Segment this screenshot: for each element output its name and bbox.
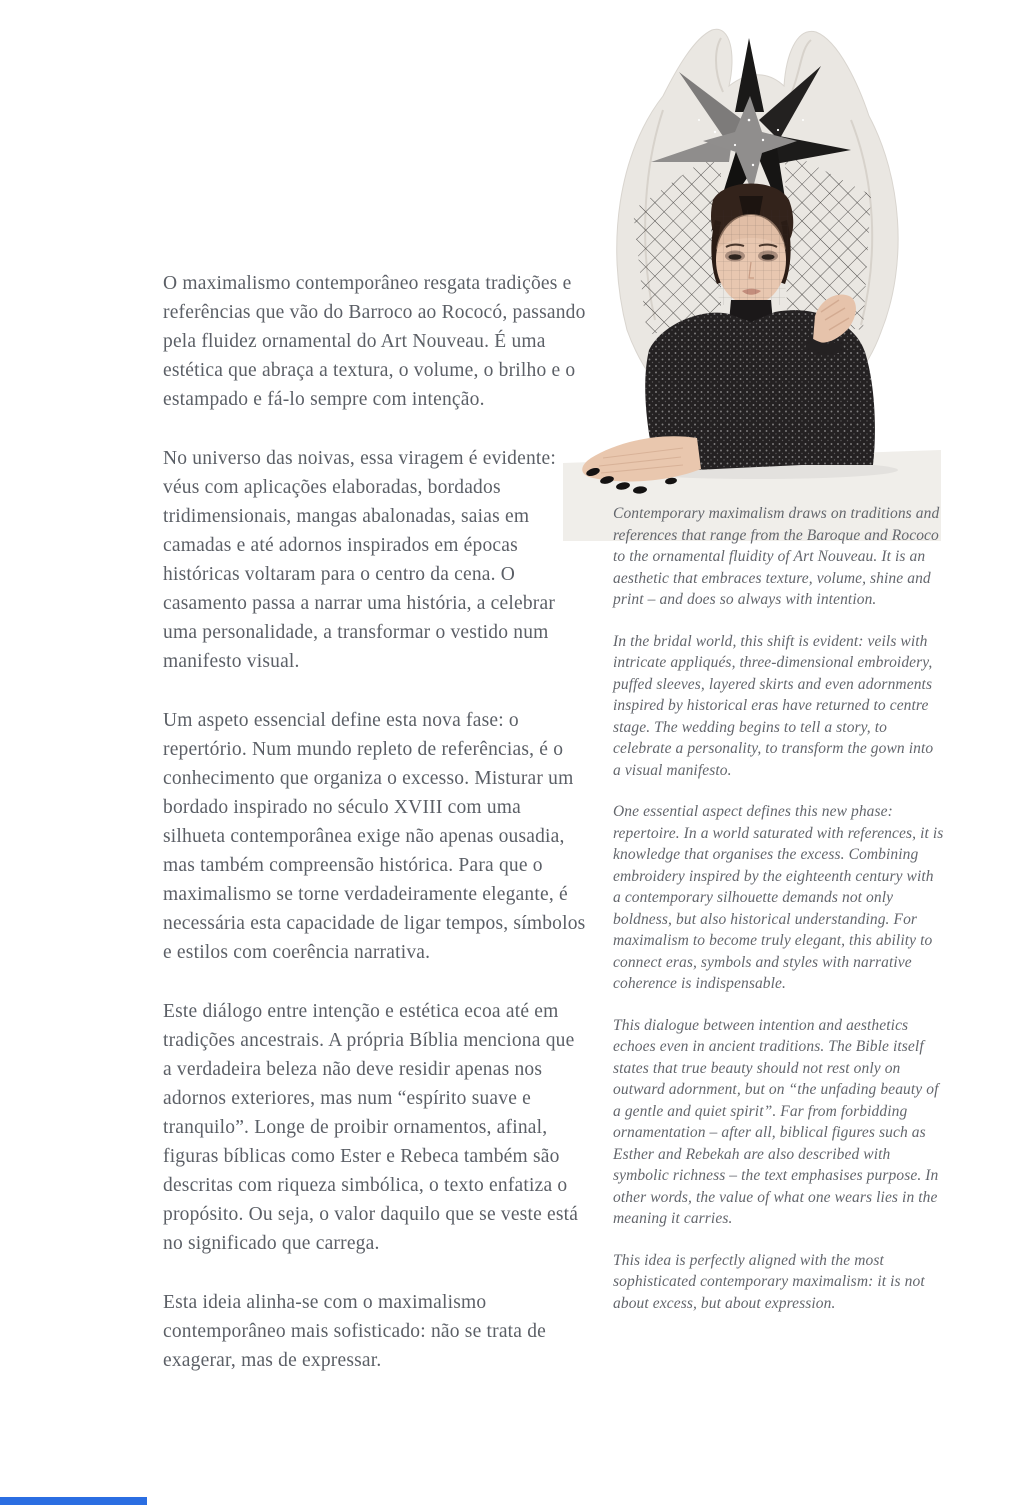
paragraph: Esta ideia alinha-se com o maximalismo contemporâneo mais sofisticado: não se trata de exagerar, mas de expressar. bbox=[163, 1292, 547, 1371]
paragraph: Contemporary maximalism draws on traditions and references that range from the Baroque and Rococo to the ornamental fluidity of Art Nouveau. It is an aesthetic that embraces texture, volume, shine and print – and does so always with intention. bbox=[613, 505, 940, 608]
paragraph: No universo das noivas, essa viragem é evidente: véus com aplicações elaboradas, bordados tridimensionais, mangas abalonadas, saias em camadas e até adornos inspirados em épocas históricas voltaram para o centro da cena. O casamento passa a narrar uma história, a celebrar uma personalidade, a transformar o vestido num manifesto visual. bbox=[163, 448, 556, 672]
paragraph: This idea is perfectly aligned with the most sophisticated contemporary maximalism: it is not about excess, but about expression. bbox=[613, 1251, 925, 1312]
fashion-photo bbox=[563, 0, 941, 541]
paragraph: This dialogue between intention and aesthetics echoes even in ancient traditions. The Bible itself states that true beauty should not rest only on outward adornment, but on “the unfading beauty of a gentle and quiet spirit”. Far from forbidding ornamentation – after all, biblical figures such as Esther and Rebekah are also described with symbolic richness – the text emphasises purpose. In other words, the value of what one wears lies in the meaning it carries. bbox=[613, 1016, 939, 1227]
veil-over-face bbox=[715, 210, 789, 305]
paragraph: O maximalismo contemporâneo resgata tradições e referências que vão do Barroco ao Rococó, passando pela fluidez ornamental do Art Nouveau. É uma estética que abraça a textura, o volume, o brilho e o estampado e fá-lo sempre com intenção. bbox=[163, 273, 586, 410]
bottom-left-progress-bar bbox=[0, 1497, 147, 1505]
paragraph: Este diálogo entre intenção e estética ecoa até em tradições ancestrais. A própria Bíblia menciona que a verdadeira beleza não deve residir apenas nos adornos exteriores, mas num “espírito suave e tranquilo”. Longe de proibir ornamentos, afinal, figuras bíblicas como Ester e Rebeca também são descritas com riqueza simbólica, o texto enfatiza o propósito. Ou seja, o valor daquilo que se veste está no significado que carrega. bbox=[163, 1001, 579, 1254]
paragraph: Um aspeto essencial define esta nova fase: o repertório. Num mundo repleto de referências, é o conhecimento que organiza o excesso. Misturar um bordado inspirado no século XVIII com uma silhueta contemporânea exige não apenas ousadia, mas também compreensão histórica. Para que o maximalismo se torne verdadeiramente elegante, é necessária esta capacidade de ligar tempos, símbolos e estilos com coerência narrativa. bbox=[163, 710, 586, 963]
paragraph: One essential aspect defines this new phase: repertoire. In a world saturated with references, it is knowledge that organises the excess. Combining embroidery inspired by the eighteenth century with a contemporary silhouette demands not only boldness, but also historical understanding. For maximalism to become truly elegant, this ability to connect eras, symbols and styles with narrative coherence is indispensable. bbox=[613, 803, 944, 992]
portuguese-article-column bbox=[163, 269, 587, 1405]
model-photo-illustration bbox=[563, 0, 941, 541]
english-translation-column bbox=[613, 503, 945, 1334]
paragraph: In the bridal world, this shift is evident: veils with intricate appliqués, three-dimensional embroidery, puffed sleeves, layered skirts and even adornments inspired by historical eras have returned to centre stage. The wedding begins to tell a story, to celebrate a personality, to transform the gown into a visual manifesto. bbox=[613, 632, 934, 779]
